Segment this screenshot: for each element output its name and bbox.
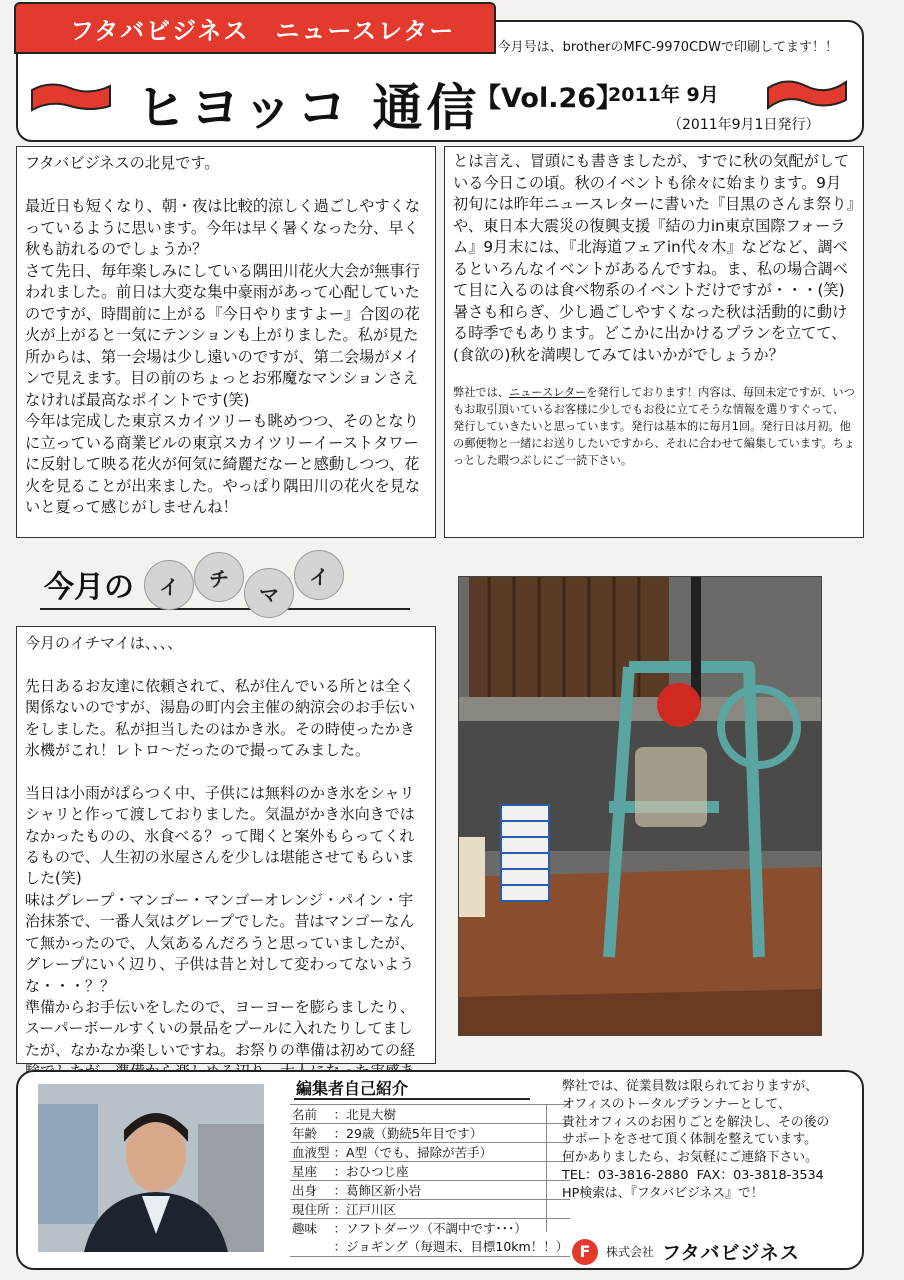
print-note: 今月号は、brotherのMFC-9970CDWで印刷してます！！ [497,40,838,55]
notice-post: を発行しております！内容は、毎回未定ですが、いつもお取引頂いているお客様に少しでもお役に立てそうな情報を選りすぐって、発行していきたいと思っています。発行は基本的に毎月1回。発行日は月初。他の郵便物と一緒にお送りしたいですから、それに合わせて編集しています。ちょっとした暇つぶしにご一読下さい。 [453,386,855,467]
profile-row [290,1181,570,1200]
ichimai-underline [40,608,410,610]
volume-number: 【Vol.26】 [474,83,624,114]
profile-value: ：ソフトダーツ（不調中です･･･） [333,1221,527,1237]
profile-key: 出身 [290,1181,332,1200]
red-flag-icon [28,78,114,118]
company-name: フタバビジネス [662,1242,800,1264]
profile-key: 現住所 [290,1200,332,1219]
ichimai-bubble-1: イ [144,560,194,610]
profile-value: ：おひつじ座 [332,1162,571,1181]
contact-tel-fax: TEL：03-3816-2880 FAX：03-3818-3534 [562,1167,824,1183]
profile-key: 名前 [290,1105,332,1124]
profile-key: 血液型 [290,1143,332,1162]
article-left [16,146,436,538]
profile-row [290,1200,570,1219]
profile-table [290,1104,570,1257]
notice-underlined: ニュースレター [508,386,587,399]
profile-row [290,1105,570,1124]
contact-info [562,1078,852,1203]
profile-key [290,1237,332,1256]
profile-divider [546,1104,547,1232]
article-right-text: とは言え、冒頭にも書きましたが、すでに秋の気配がしている今日この頃。秋のイベントも徐々に始まります。9月初旬には昨年ニュースレターに書いた『目黒のさんま祭り』や、東日本大震災の復興支援『結の力in東京国際フォーラム』9月末には、『北海道フェアin代々木』などなど、調べるといろんなイベントがあるんですね。ま、私の場合調べて目に入るのは食べ物系のイベントだけですが・・・(笑) 暑さも和らぎ、少し過ごしやすくなった秋は活動的に動ける時季でもあります。どこかに出かけるプランを立てて、(食欲の)秋を満喫してみてはいかがでしょうか？ [453,152,855,364]
profile-row [290,1143,570,1162]
profile-value: ：葛飾区新小岩 [332,1181,571,1200]
ichimai-bubble-2: チ [194,552,244,602]
article-right [444,146,864,538]
contact-text: 弊社では、従業員数は限られておりますが、 オフィスのトータルプランナーとして、 貴社オフィスのお困りごとを解決し、その後の サポートをさせて頂く体制を整えています。 何かありましたら、お気軽にご連絡下さい。 [562,1079,830,1166]
editor-portrait-image [38,1084,264,1252]
contact-hp: HP検索は、『フタバビジネス』で！ [562,1185,764,1201]
editor-photo [38,1084,264,1252]
ichimai-label: 今月の [44,570,134,605]
shaved-ice-machine-photo [458,576,822,1036]
brand-tab: フタバビジネス ニュースレター [14,2,496,54]
ichimai-bubble-4: イ [294,550,344,600]
notice-pre: 弊社では、 [453,386,509,399]
profile-row [290,1124,570,1143]
ichimai-bubble-3: マ [244,568,294,618]
ichimai-article-text: 今月のイチマイは、、、、 先日あるお友達に依頼されて、私が住んでいる所とは全く関係ないのですが、湯島の町内会主催の納涼会のお手伝いをしました。私が担当したのはかき氷。その時使ったかき氷機がこれ！レトロ～だったので撮ってみました。 当日は小雨がぱらつく中、子供には無料のかき氷をシャリシャリと作って渡しておりました。気温がかき氷向きではなかったものの、氷食べる？って聞くと案外もらってくれるもので、人生初の氷屋さんを少しは堪能させてもらいました(笑) 味はグレープ・マンゴー・マンゴーオレンジ・パイン・宇治抹茶で、一番人気はグレープでした。昔はマンゴーなんて無かったので、人気あるんだろうと思っていましたが、グレープにいく辺り、子供は昔と対して変わってないような・・・？？ 準備からお手伝いをしたので、ヨーヨーを膨らましたり、スーパーボールすくいの景品をプールに入れたりしてましたが、なかなか楽しいですね。お祭りの準備は初めての経 [25,634,416,1059]
profile-row [290,1219,570,1238]
profile-key: 星座 [290,1162,332,1181]
newsletter-title: ヒヨッコ 通信 [136,79,481,137]
newsletter-notice [445,384,863,469]
company-logo-icon: F [572,1239,598,1265]
profile-row [290,1162,570,1181]
profile-value: ：ジョギング（毎週末、目標10km！！） [332,1237,571,1256]
profile-title: 編集者自己紹介 [296,1079,409,1098]
ichimai-article [16,626,436,1064]
profile-value: ：A型（でも、掃除が苦手） [332,1143,571,1162]
profile-key: 趣味 [292,1221,318,1237]
profile-value: ：29歳（勤続5年目です） [332,1124,571,1143]
profile-key: 年齢 [290,1124,332,1143]
issue-date: 2011年 9月 [608,84,719,106]
profile-underline [294,1098,530,1100]
profile-value: ：北見大樹 [332,1105,571,1124]
company-signature [572,1238,800,1265]
profile-row [290,1237,570,1256]
shaved-ice-machine-image [459,577,822,1036]
red-flag-icon [764,74,850,114]
article-left-text: フタバビジネスの北見です。 最近日も短くなり、朝・夜は比較的涼しく過ごしやすくなっているように思います。今年は早く暑くなった分、早く秋も訪れるのでしょうか？ さて先日、毎年楽しみにしている隅田川花火大会が無事行われました。前日は大変な集中豪雨があって心配していたのですが、時間前に上がる『今日やりますよー』合図の花火が上がると一気にテンションも上がりました。私が見た所からは、第一会場は少し遠いのですが、第二会場がメインで見えます。目の前のちょっとお邪魔なマンションさえなければ最高なポイントです(笑) 今年は完成した東京スカイツリーも眺めつつ、そのとなりに立っている商業ビルの東京スカイツリーイーストタワーに反射して映る花火が何気に綺麗だなーと感動しつつ、花火を見ることが出来ました。やっぱり隅田川の花火を見ないと夏って感じがしませんね！ [25,154,420,516]
publication-date: （2011年9月1日発行） [668,117,820,133]
company-type: 株式会社 [606,1245,655,1259]
profile-value: ：江戸川区 [332,1200,571,1219]
